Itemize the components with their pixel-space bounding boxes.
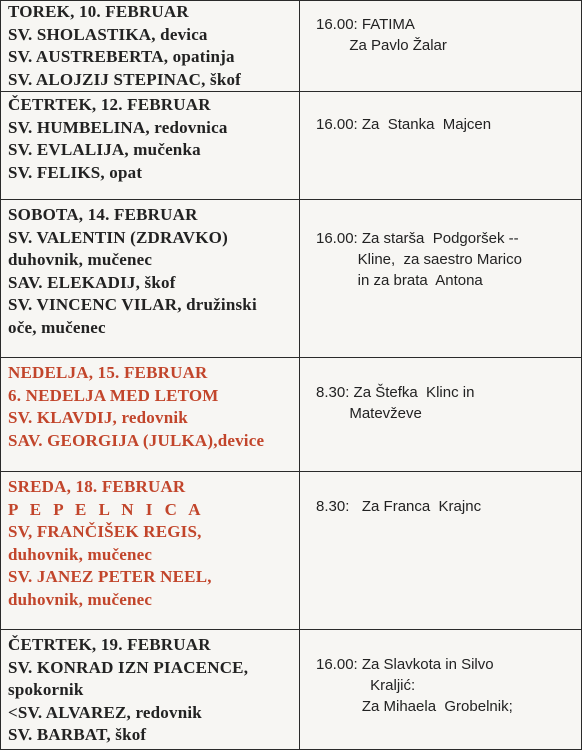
mass-intention: 16.00: Za Slavkota in Silvo xyxy=(316,656,494,673)
saint-line: duhovnik, mučenec xyxy=(8,250,153,269)
saint-line: 6. NEDELJA MED LETOM xyxy=(8,385,219,405)
saint-line: SV. VALENTIN (ZDRAVKO) xyxy=(8,227,228,247)
mass-intention: 16.00: Za starša Podgoršek -- xyxy=(316,230,519,247)
mass-intention: Za Mihaela Grobelnik; xyxy=(316,698,513,715)
mass-cell xyxy=(300,358,582,472)
day-heading: ČETRTEK, 12. FEBRUAR xyxy=(8,95,211,114)
saint-line: SV. BARBAT, škof xyxy=(8,725,147,744)
table-row xyxy=(1,1,582,92)
mass-intention: Matevževe xyxy=(316,405,422,422)
saint-line: duhovnik, mučenec xyxy=(8,544,153,564)
saint-line: SV. EVLALIJA, mučenka xyxy=(8,140,201,159)
day-heading: SREDA, 18. FEBRUAR xyxy=(8,477,186,496)
table-row xyxy=(1,92,582,200)
saint-line: SV. VINCENC VILAR, družinski xyxy=(8,295,257,314)
day-cell xyxy=(1,630,300,750)
mass-intention: 8.30: Za Franca Krajnc xyxy=(316,498,482,515)
mass-intention: 8.30: Za Štefka Klinc in xyxy=(316,384,475,401)
saint-line: oče, mučenec xyxy=(8,317,106,337)
saint-line: SV. JANEZ PETER NEEL, xyxy=(8,567,212,586)
mass-intention: Za Pavlo Žalar xyxy=(316,37,447,54)
table-row xyxy=(1,472,582,630)
day-heading: TOREK, 10. FEBRUAR xyxy=(8,2,189,21)
saint-line: SAV. GEORGIJA (JULKA),device xyxy=(8,430,265,450)
saint-line: SV. KONRAD IZN PIACENCE, xyxy=(8,657,249,677)
day-cell xyxy=(1,92,300,200)
saint-line: SV, FRANČIŠEK REGIS, xyxy=(8,522,202,541)
saint-line: SV. KLAVDIJ, redovnik xyxy=(8,408,188,427)
saint-line: SV. ALOJZIJ STEPINAC, škof xyxy=(8,69,242,89)
mass-cell xyxy=(300,630,582,750)
saint-line: duhovnik, mučenec xyxy=(8,589,153,609)
mass-cell xyxy=(300,200,582,358)
table-row xyxy=(1,630,582,750)
saint-line: SV. SHOLASTIKA, devica xyxy=(8,24,208,44)
table-row xyxy=(1,358,582,472)
mass-intention: 16.00: FATIMA xyxy=(316,16,415,33)
mass-cell xyxy=(300,472,582,630)
saint-line: P E P E L N I C A xyxy=(8,499,205,519)
saint-line: SV. AUSTREBERTA, opatinja xyxy=(8,47,235,66)
saint-line: SV. FELIKS, opat xyxy=(8,162,143,182)
saint-line: SAV. ELEKADIJ, škof xyxy=(8,272,176,292)
day-heading: NEDELJA, 15. FEBRUAR xyxy=(8,363,208,382)
mass-intention: in za brata Antona xyxy=(316,272,483,289)
saint-line: <SV. ALVAREZ, redovnik xyxy=(8,702,202,722)
saint-line: spokornik xyxy=(8,680,84,699)
table-row xyxy=(1,200,582,358)
mass-intention: 16.00: Za Stanka Majcen xyxy=(316,116,492,133)
day-cell xyxy=(1,358,300,472)
mass-cell xyxy=(300,92,582,200)
mass-intention: Kraljić: xyxy=(316,677,416,694)
day-cell xyxy=(1,1,300,92)
saint-line: SV. HUMBELINA, redovnica xyxy=(8,117,228,137)
day-cell xyxy=(1,200,300,358)
mass-cell xyxy=(300,1,582,92)
day-heading: SOBOTA, 14. FEBRUAR xyxy=(8,205,198,224)
mass-intention: Kline, za saestro Marico xyxy=(316,251,522,268)
day-heading: ČETRTEK, 19. FEBRUAR xyxy=(8,635,211,654)
day-cell xyxy=(1,472,300,630)
